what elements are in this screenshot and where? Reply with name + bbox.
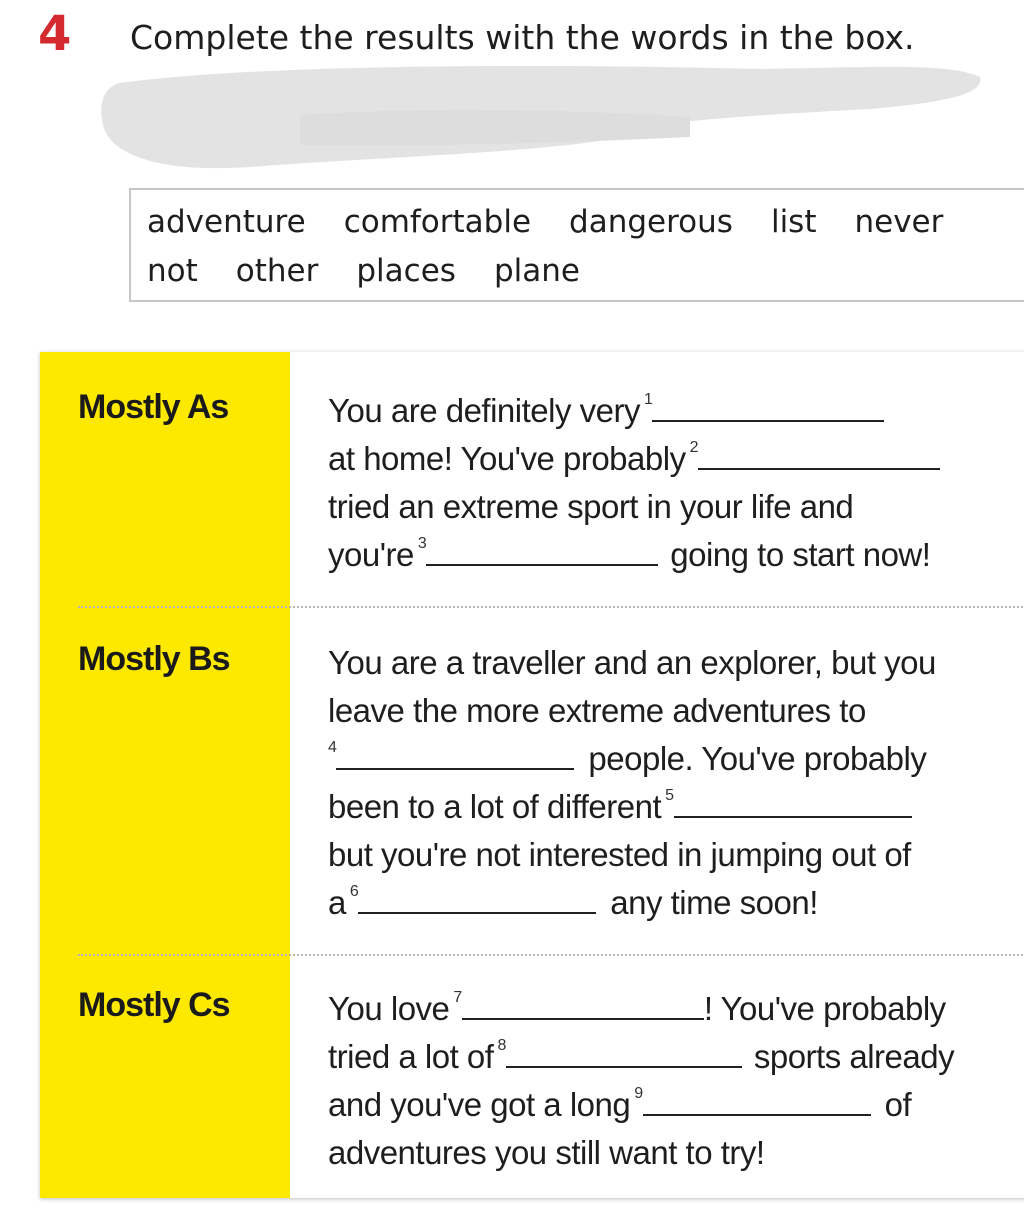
- result-a-line-3: tried an extreme sport in your life and: [328, 488, 854, 525]
- answer-blank-3[interactable]: [426, 538, 658, 566]
- result-c-line-4: adventures you still want to try!: [328, 1134, 765, 1171]
- word-places: places: [356, 253, 456, 289]
- answer-blank-7[interactable]: [462, 992, 704, 1020]
- answer-blank-9[interactable]: [643, 1088, 871, 1116]
- result-a-line-2: at home! You've probably $^2$: [328, 442, 940, 475]
- answer-blank-8[interactable]: [506, 1040, 742, 1068]
- word-dangerous: dangerous: [569, 204, 733, 240]
- result-b-line-5: but you're not interested in jumping out of: [328, 836, 911, 873]
- result-label-a: Mostly As: [78, 388, 229, 426]
- word-other: other: [235, 253, 319, 289]
- result-b-line-3: $^4$ people. You've probably: [328, 739, 927, 777]
- answer-blank-1[interactable]: [652, 394, 884, 422]
- word-adventure: adventure: [147, 204, 306, 240]
- word-plane: plane: [493, 253, 580, 289]
- word-not: not: [147, 253, 198, 289]
- result-b-line-4: been to a lot of different $^5$: [328, 790, 912, 823]
- word-comfortable: comfortable: [343, 204, 532, 240]
- word-row-1: [147, 204, 943, 240]
- word-list: list: [770, 204, 817, 240]
- result-b-line-2: leave the more extreme adventures to: [328, 692, 866, 729]
- result-b-line-1: You are a traveller and an explorer, but you: [328, 644, 936, 681]
- result-c-line-1: You love $^7$ ! You've probably: [328, 989, 946, 1027]
- exercise-instruction: Complete the results with the words in the box.: [130, 18, 915, 57]
- result-label-b: Mostly Bs: [78, 640, 230, 678]
- word-row-2: [147, 253, 580, 289]
- result-b-line-6: a $^6$ any time soon!: [328, 883, 818, 921]
- result-c-line-2: tried a lot of $^8$ sports already: [328, 1037, 955, 1075]
- answer-blank-6[interactable]: [358, 886, 596, 914]
- answer-blank-2[interactable]: [698, 442, 940, 470]
- result-a-line-4: you're $^3$ going to start now!: [328, 535, 931, 573]
- result-a-line-1: You are definitely very $^1$: [328, 394, 884, 427]
- results-panel: [40, 352, 1024, 1198]
- answer-blank-5[interactable]: [674, 790, 912, 818]
- label-column: [40, 352, 290, 1198]
- result-label-c: Mostly Cs: [78, 986, 230, 1024]
- result-c-line-3: and you've got a long $^9$ of: [328, 1085, 912, 1123]
- exercise-number: 4: [38, 6, 72, 62]
- answer-blank-4[interactable]: [336, 742, 574, 770]
- redaction-smudge: [0, 55, 1024, 185]
- result-divider-1: [78, 606, 1024, 608]
- word-box: [129, 188, 1024, 302]
- word-never: never: [854, 204, 944, 240]
- result-divider-2: [78, 954, 1024, 956]
